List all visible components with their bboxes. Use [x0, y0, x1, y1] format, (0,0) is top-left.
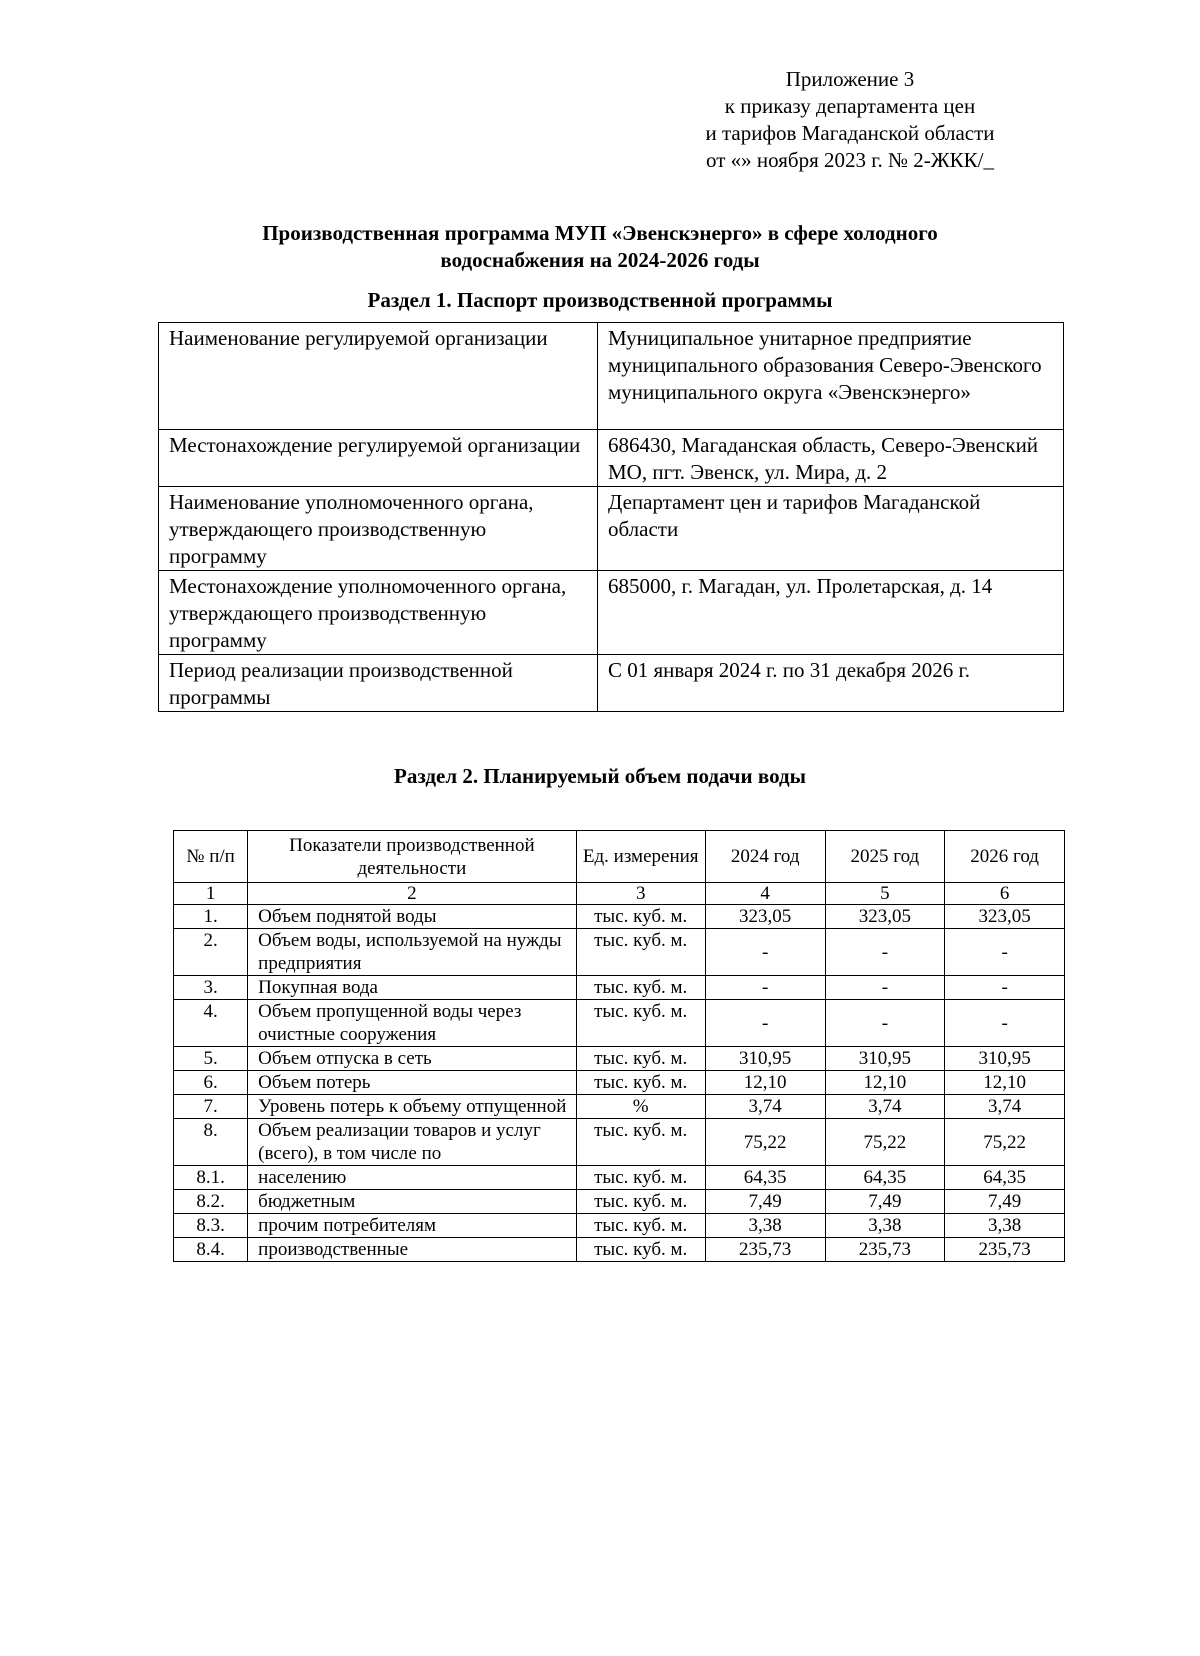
table-row — [174, 1119, 1065, 1166]
row-indicator: бюджетным — [248, 1190, 576, 1214]
passport-value: Департамент цен и тарифов Магаданской области — [598, 487, 1064, 571]
row-indicator: населению — [248, 1166, 576, 1190]
header-department: и тарифов Магаданской области — [705, 121, 995, 145]
row-number: 8.3. — [174, 1214, 248, 1238]
row-unit: тыс. куб. м. — [576, 1214, 705, 1238]
row-indicator: Объем воды, используемой на нужды предприятия — [248, 929, 576, 976]
passport-row — [159, 487, 1064, 571]
passport-label: Наименование уполномоченного органа, утверждающего производственную программу — [159, 487, 598, 571]
row-value-2026: 235,73 — [945, 1238, 1065, 1262]
column-number: 4 — [705, 883, 825, 905]
row-number: 8.4. — [174, 1238, 248, 1262]
row-value-2026: 3,74 — [945, 1095, 1065, 1119]
row-unit: тыс. куб. м. — [576, 929, 705, 976]
row-value-2026: 75,22 — [945, 1119, 1065, 1166]
row-value-2024: 12,10 — [705, 1071, 825, 1095]
row-number: 8. — [174, 1119, 248, 1166]
table-row — [174, 929, 1065, 976]
document-title — [120, 220, 1080, 274]
row-unit: % — [576, 1095, 705, 1119]
header-indicator: Показатели производственной деятельности — [248, 831, 576, 883]
header-year-2026: 2026 год — [945, 831, 1065, 883]
row-number: 2. — [174, 929, 248, 976]
row-unit: тыс. куб. м. — [576, 1047, 705, 1071]
column-number-row — [174, 883, 1065, 905]
passport-value: Муниципальное унитарное предприятие муниципального образования Северо-Эвенского муниципального округа «Эвенскэнерго» — [598, 323, 1064, 430]
passport-value: 686430, Магаданская область, Северо-Эвенский МО, пгт. Эвенск, ул. Мира, д. 2 — [598, 430, 1064, 487]
table-row — [174, 1000, 1065, 1047]
row-value-2026: 3,38 — [945, 1214, 1065, 1238]
passport-row — [159, 430, 1064, 487]
passport-value: 685000, г. Магадан, ул. Пролетарская, д. 14 — [598, 571, 1064, 655]
row-indicator: Уровень потерь к объему отпущенной — [248, 1095, 576, 1119]
section2-title: Раздел 2. Планируемый объем подачи воды — [394, 764, 806, 788]
row-indicator: Покупная вода — [248, 976, 576, 1000]
document-header — [650, 66, 1050, 174]
table-row — [174, 1214, 1065, 1238]
title-line-2: водоснабжения на 2024-2026 годы — [440, 248, 760, 272]
row-value-2024: - — [705, 929, 825, 976]
header-year-2025: 2025 год — [825, 831, 945, 883]
row-number: 8.2. — [174, 1190, 248, 1214]
row-value-2026: 323,05 — [945, 905, 1065, 929]
row-value-2024: 3,38 — [705, 1214, 825, 1238]
row-value-2025: 310,95 — [825, 1047, 945, 1071]
row-value-2024: - — [705, 1000, 825, 1047]
row-indicator: Объем пропущенной воды через очистные сооружения — [248, 1000, 576, 1047]
row-number: 8.1. — [174, 1166, 248, 1190]
passport-row — [159, 655, 1064, 712]
row-value-2025: 3,74 — [825, 1095, 945, 1119]
row-indicator: производственные — [248, 1238, 576, 1262]
row-value-2026: - — [945, 976, 1065, 1000]
header-date-number: от «» ноября 2023 г. № 2-ЖКК/_ — [706, 148, 994, 172]
row-unit: тыс. куб. м. — [576, 1071, 705, 1095]
row-number: 1. — [174, 905, 248, 929]
header-order-ref: к приказу департамента цен — [724, 94, 976, 118]
column-number: 1 — [174, 883, 248, 905]
water-volume-table — [173, 830, 1065, 1262]
row-indicator: прочим потребителям — [248, 1214, 576, 1238]
table-header-row — [174, 831, 1065, 883]
row-value-2025: - — [825, 1000, 945, 1047]
row-value-2026: 64,35 — [945, 1166, 1065, 1190]
header-year-2024: 2024 год — [705, 831, 825, 883]
row-unit: тыс. куб. м. — [576, 1238, 705, 1262]
column-number: 2 — [248, 883, 576, 905]
row-unit: тыс. куб. м. — [576, 1119, 705, 1166]
row-value-2025: 64,35 — [825, 1166, 945, 1190]
row-indicator: Объем отпуска в сеть — [248, 1047, 576, 1071]
row-indicator: Объем потерь — [248, 1071, 576, 1095]
row-value-2025: 75,22 — [825, 1119, 945, 1166]
row-number: 5. — [174, 1047, 248, 1071]
passport-row — [159, 571, 1064, 655]
table-row — [174, 905, 1065, 929]
passport-value: С 01 января 2024 г. по 31 декабря 2026 г. — [598, 655, 1064, 712]
row-unit: тыс. куб. м. — [576, 905, 705, 929]
section1-title: Раздел 1. Паспорт производственной программы — [367, 288, 833, 312]
row-value-2026: 12,10 — [945, 1071, 1065, 1095]
row-value-2024: 3,74 — [705, 1095, 825, 1119]
row-value-2025: 235,73 — [825, 1238, 945, 1262]
row-value-2025: 323,05 — [825, 905, 945, 929]
row-value-2025: 7,49 — [825, 1190, 945, 1214]
passport-label: Период реализации производственной программы — [159, 655, 598, 712]
column-number: 5 — [825, 883, 945, 905]
passport-row — [159, 323, 1064, 430]
row-value-2024: 64,35 — [705, 1166, 825, 1190]
row-value-2024: 235,73 — [705, 1238, 825, 1262]
row-indicator: Объем поднятой воды — [248, 905, 576, 929]
table-row — [174, 1238, 1065, 1262]
header-unit: Ед. измерения — [576, 831, 705, 883]
row-value-2024: 7,49 — [705, 1190, 825, 1214]
row-number: 7. — [174, 1095, 248, 1119]
row-number: 4. — [174, 1000, 248, 1047]
row-value-2026: 310,95 — [945, 1047, 1065, 1071]
row-value-2025: 3,38 — [825, 1214, 945, 1238]
table-row — [174, 1190, 1065, 1214]
table-row — [174, 1166, 1065, 1190]
row-value-2024: 310,95 — [705, 1047, 825, 1071]
row-number: 3. — [174, 976, 248, 1000]
row-value-2026: 7,49 — [945, 1190, 1065, 1214]
row-value-2024: 323,05 — [705, 905, 825, 929]
passport-table — [158, 322, 1064, 712]
table-row — [174, 976, 1065, 1000]
row-unit: тыс. куб. м. — [576, 1190, 705, 1214]
row-unit: тыс. куб. м. — [576, 1166, 705, 1190]
row-unit: тыс. куб. м. — [576, 976, 705, 1000]
row-value-2026: - — [945, 1000, 1065, 1047]
header-no: № п/п — [174, 831, 248, 883]
column-number: 6 — [945, 883, 1065, 905]
passport-label: Местонахождение регулируемой организации — [159, 430, 598, 487]
title-line-1: Производственная программа МУП «Эвенскэнерго» в сфере холодного — [262, 221, 938, 245]
row-unit: тыс. куб. м. — [576, 1000, 705, 1047]
table-row — [174, 1071, 1065, 1095]
row-value-2024: - — [705, 976, 825, 1000]
table-row — [174, 1047, 1065, 1071]
passport-label: Местонахождение уполномоченного органа, утверждающего производственную программу — [159, 571, 598, 655]
row-value-2025: - — [825, 929, 945, 976]
table-row — [174, 1095, 1065, 1119]
row-value-2024: 75,22 — [705, 1119, 825, 1166]
row-value-2026: - — [945, 929, 1065, 976]
column-number: 3 — [576, 883, 705, 905]
passport-label: Наименование регулируемой организации — [159, 323, 598, 430]
header-appendix: Приложение 3 — [785, 67, 915, 91]
row-value-2025: - — [825, 976, 945, 1000]
row-value-2025: 12,10 — [825, 1071, 945, 1095]
row-indicator: Объем реализации товаров и услуг (всего), в том числе по — [248, 1119, 576, 1166]
row-number: 6. — [174, 1071, 248, 1095]
